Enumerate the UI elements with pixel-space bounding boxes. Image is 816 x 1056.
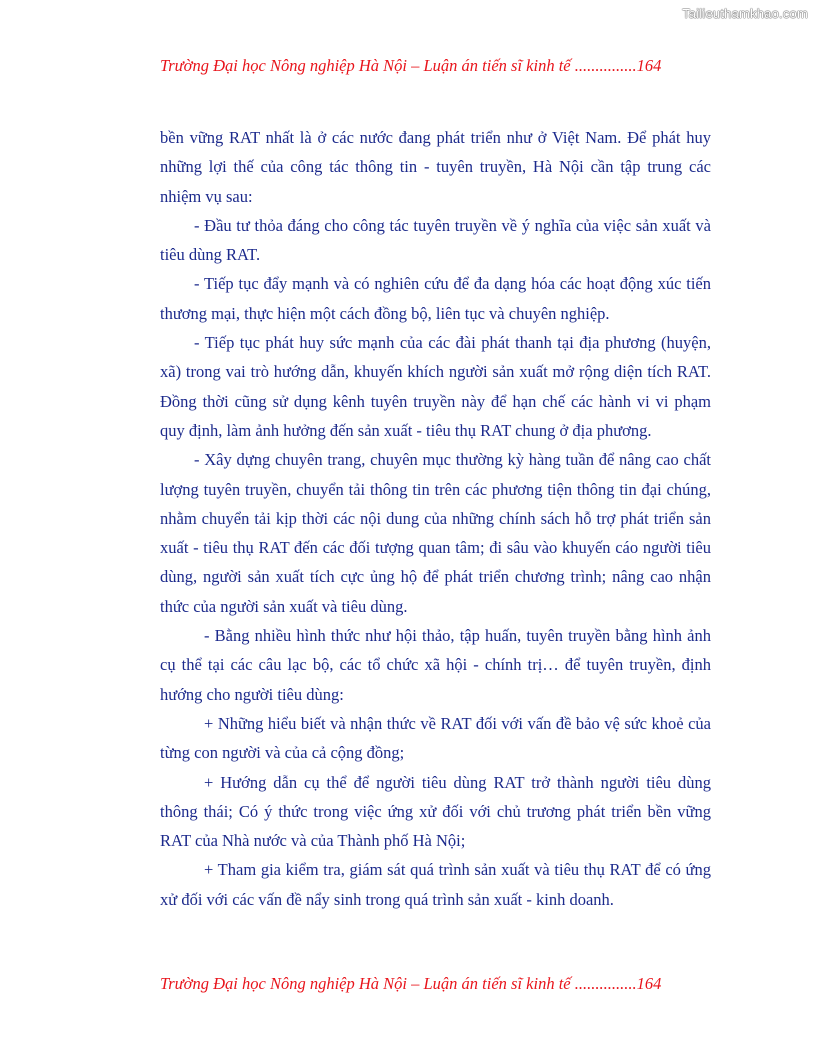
bullet-paragraph: - Tiếp tục phát huy sức mạnh của các đài phát thanh tại địa phương (huyện, xã) trong vai trò hướng dẫn, khuyến khích người sản xuất mở rộng diện tích RAT. Đồng thời cũng sử dụng kênh tuyên truyền này để hạn chế các hành vi vi phạm quy định, làm ảnh hưởng đến sản xuất - tiêu thụ RAT chung ở địa phương.: [160, 333, 711, 440]
sub-bullet-paragraph: + Những hiểu biết và nhận thức về RAT đối với vấn đề bảo vệ sức khoẻ của từng con người và của cả cộng đồng;: [160, 713, 711, 763]
bullet-paragraph: - Tiếp tục đẩy mạnh và có nghiên cứu để đa dạng hóa các hoạt động xúc tiến thương mại, thực hiện một cách đồng bộ, liên tục và chuyên nghiệp.: [160, 274, 711, 323]
watermark: Tailieuthamkhao.com: [682, 6, 808, 21]
bullet-paragraph: - Đầu tư thỏa đáng cho công tác tuyên truyền về ý nghĩa của việc sản xuất và tiêu dùng RAT.: [160, 215, 711, 265]
running-footer: Trường Đại học Nông nghiệp Hà Nội – Luận án tiến sĩ kinh tế ...............164: [160, 974, 662, 993]
sub-bullet-paragraph: + Hướng dẫn cụ thể để người tiêu dùng RAT trở thành người tiêu dùng thông thái; Có ý thức trong việc ứng xử đối với chủ trương phát triển bền vững RAT của Nhà nước và của Thành phố Hà Nội;: [160, 772, 711, 851]
running-header: Trường Đại học Nông nghiệp Hà Nội – Luận án tiến sĩ kinh tế ...............164: [160, 56, 662, 75]
page-body: [160, 123, 711, 914]
bullet-paragraph: - Bằng nhiều hình thức như hội thảo, tập huấn, tuyên truyền bằng hình ảnh cụ thể tại các câu lạc bộ, các tổ chức xã hội - chính trị… để tuyên truyền, định hướng cho người tiêu dùng:: [160, 626, 711, 704]
bullet-paragraph: - Xây dựng chuyên trang, chuyên mục thường kỳ hàng tuần để nâng cao chất lượng tuyên truyền, chuyển tải thông tin trên các phương tiện thông tin đại chúng, nhằm chuyển tải kịp thời các nội dung của những chính sách hỗ trợ phát triển sản xuất - tiêu thụ RAT đến các đối tượng quan tâm; đi sâu vào khuyến cáo người tiêu dùng, người sản xuất tích cực ủng hộ để phát triển chương trình; nâng cao nhận thức của người sản xuất và tiêu dùng.: [160, 450, 711, 616]
sub-bullet-paragraph: + Tham gia kiểm tra, giám sát quá trình sản xuất và tiêu thụ RAT để có ứng xử đối với các vấn đề nẩy sinh trong quá trình sản xuất - kinh doanh.: [160, 860, 711, 909]
paragraph-continuation: bền vững RAT nhất là ở các nước đang phát triển như ở Việt Nam. Để phát huy những lợi thế của công tác thông tin - tuyên truyền, Hà Nội cần tập trung các nhiệm vụ sau:: [160, 128, 711, 206]
